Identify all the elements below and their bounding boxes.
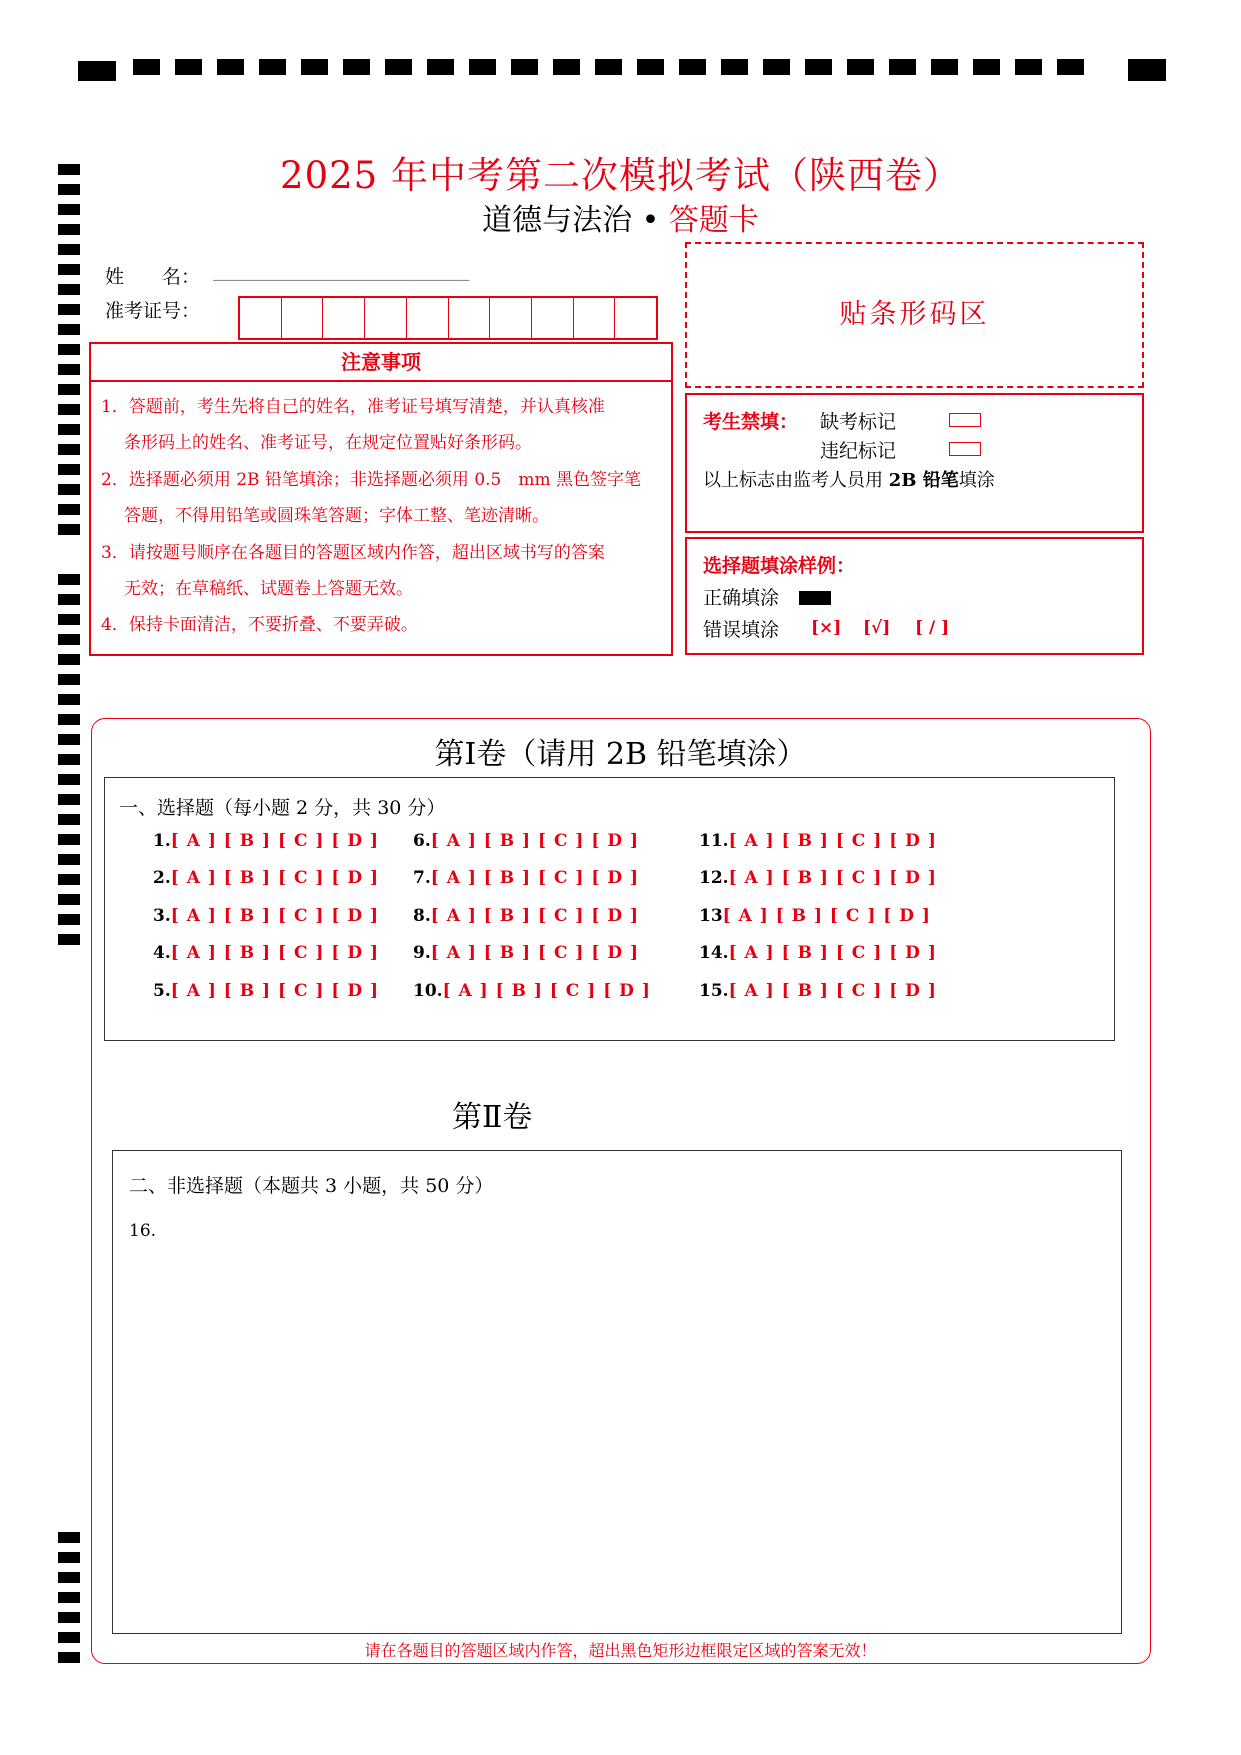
question-row[interactable] (153, 868, 379, 888)
question-options[interactable]: [ A ] [ B ] [ C ] [ D ] (170, 981, 380, 1001)
notice-line: 答题，不得用铅笔或圆珠笔答题；字体工整、笔迹清晰。 (124, 506, 549, 526)
question-options[interactable]: [ A ] [ B ] [ C ] [ D ] (170, 906, 380, 926)
question-number: 13 (699, 906, 723, 926)
wrong-fill-slash: [ / ] (915, 618, 950, 638)
question-number: 9. (413, 943, 431, 963)
question-row[interactable] (413, 868, 639, 888)
correct-fill-sample (799, 591, 831, 605)
exam-number-cell[interactable] (282, 298, 324, 338)
footer-warning: 请在各题目的答题区域内作答，超出黑色矩形边框限定区域的答案无效！ (364, 1641, 877, 1660)
card-label: 答题卡 (668, 203, 759, 238)
notice-box (89, 380, 673, 656)
question-row[interactable] (153, 831, 379, 851)
question-row[interactable] (153, 981, 379, 1001)
question-options[interactable]: [ A ] [ B ] [ C ] [ D ] (728, 868, 937, 888)
exam-number-boxes[interactable] (238, 296, 658, 340)
question-number: 7. (413, 868, 431, 888)
notice-title: 注意事项 (89, 342, 673, 382)
choice-section-title: 一、选择题（每小题 2 分，共 30 分） (119, 797, 446, 819)
question-row[interactable] (413, 906, 639, 926)
proctor-only-title: 考生禁填： (703, 411, 799, 433)
part1-title: 第Ⅰ卷（请用 2B 铅笔填涂） (434, 737, 807, 772)
question-number: 11. (699, 831, 729, 851)
exam-number-cell[interactable] (574, 298, 616, 338)
wrong-fill-label: 错误填涂 (703, 619, 780, 641)
name-line[interactable]: ___________________________ (213, 259, 470, 281)
question-number: 4. (153, 943, 171, 963)
question-row[interactable] (699, 868, 937, 888)
wrong-fill-cross: [×] (811, 618, 842, 638)
question-number: 15. (699, 981, 729, 1001)
question-row[interactable] (413, 981, 651, 1001)
non-choice-section-title: 二、非选择题（本题共 3 小题，共 50 分） (129, 1175, 494, 1197)
question-options[interactable]: [ A ] [ B ] [ C ] [ D ] (430, 906, 640, 926)
question-16-number: 16. (129, 1221, 157, 1241)
absent-mark-box[interactable] (949, 413, 981, 427)
absent-label: 缺考标记 (820, 411, 897, 433)
question-row[interactable] (699, 831, 937, 851)
proctor-note (703, 466, 995, 492)
choice-section (104, 777, 1115, 1041)
question-number: 1. (153, 831, 171, 851)
question-number: 2. (153, 868, 171, 888)
question-row[interactable] (153, 906, 379, 926)
question-options[interactable]: [ A ] [ B ] [ C ] [ D ] (170, 868, 380, 888)
question-row[interactable] (413, 831, 639, 851)
exam-number-cell[interactable] (532, 298, 574, 338)
question-number: 5. (153, 981, 171, 1001)
question-options[interactable]: [ A ] [ B ] [ C ] [ D ] (430, 868, 640, 888)
question-options[interactable]: [ A ] [ B ] [ C ] [ D ] (728, 943, 937, 963)
question-number: 8. (413, 906, 431, 926)
question-options[interactable]: [ A ] [ B ] [ C ] [ D ] (728, 831, 937, 851)
question-row[interactable] (413, 943, 639, 963)
notice-line: 4．保持卡面清洁，不要折叠、不要弄破。 (101, 615, 418, 635)
exam-number-cell[interactable] (240, 298, 282, 338)
exam-number-label: 准考证号： (105, 300, 201, 322)
exam-number-cell[interactable] (407, 298, 449, 338)
question-number: 14. (699, 943, 729, 963)
exam-number-cell[interactable] (365, 298, 407, 338)
question-options[interactable]: [ A ] [ B ] [ C ] [ D ] (170, 943, 380, 963)
correct-fill-label: 正确填涂 (703, 587, 780, 609)
proctor-only-box (685, 393, 1144, 533)
question-row[interactable] (153, 943, 379, 963)
barcode-area: 贴条形码区 (685, 242, 1144, 388)
question-row[interactable] (699, 906, 931, 926)
question-row[interactable] (699, 981, 937, 1001)
question-options[interactable]: [ A ] [ B ] [ C ] [ D ] (170, 831, 380, 851)
proctor-note-bold: 2B 铅笔 (888, 470, 959, 491)
notice-line: 2．选择题必须用 2B 铅笔填涂；非选择题必须用 0.5 mm 黑色签字笔 (101, 470, 642, 490)
part2-title: 第Ⅱ卷 (452, 1100, 533, 1135)
subject-title (0, 195, 1241, 239)
question-number: 12. (699, 868, 729, 888)
question-options[interactable]: [ A ] [ B ] [ C ] [ D ] (430, 943, 640, 963)
violation-mark-box[interactable] (949, 442, 981, 456)
top-timing-marks (78, 59, 1168, 81)
non-choice-section[interactable] (112, 1150, 1122, 1634)
subject-name: 道德与法治 (482, 203, 633, 238)
notice-line: 1．答题前，考生先将自己的姓名，准考证号填写清楚，并认真核准 (101, 397, 605, 417)
proctor-note-prefix: 以上标志由监考人员用 (703, 470, 889, 491)
exam-number-cell[interactable] (449, 298, 491, 338)
proctor-note-suffix: 填涂 (958, 470, 995, 491)
notice-line: 条形码上的姓名、准考证号，在规定位置贴好条形码。 (124, 433, 532, 453)
exam-number-cell[interactable] (490, 298, 532, 338)
question-options[interactable]: [ A ] [ B ] [ C ] [ D ] (722, 906, 931, 926)
violation-label: 违纪标记 (820, 440, 897, 462)
question-number: 10. (413, 981, 443, 1001)
exam-number-cell[interactable] (615, 298, 656, 338)
wrong-fill-check: [√] (863, 618, 891, 638)
notice-line: 无效；在草稿纸、试题卷上答题无效。 (124, 579, 413, 599)
fill-sample-box (685, 537, 1144, 655)
question-options[interactable]: [ A ] [ B ] [ C ] [ D ] (430, 831, 640, 851)
exam-title: 2025 年中考第二次模拟考试（陕西卷） (280, 154, 961, 197)
fill-sample-title: 选择题填涂样例： (703, 555, 856, 577)
question-row[interactable] (699, 943, 937, 963)
notice-line: 3．请按题号顺序在各题目的答题区域内作答，超出区域书写的答案 (101, 543, 605, 563)
name-label: 姓 名： (105, 266, 201, 288)
title-separator: • (641, 203, 660, 238)
question-number: 6. (413, 831, 431, 851)
question-options[interactable]: [ A ] [ B ] [ C ] [ D ] (442, 981, 651, 1001)
question-number: 3. (153, 906, 171, 926)
exam-number-cell[interactable] (323, 298, 365, 338)
question-options[interactable]: [ A ] [ B ] [ C ] [ D ] (728, 981, 937, 1001)
